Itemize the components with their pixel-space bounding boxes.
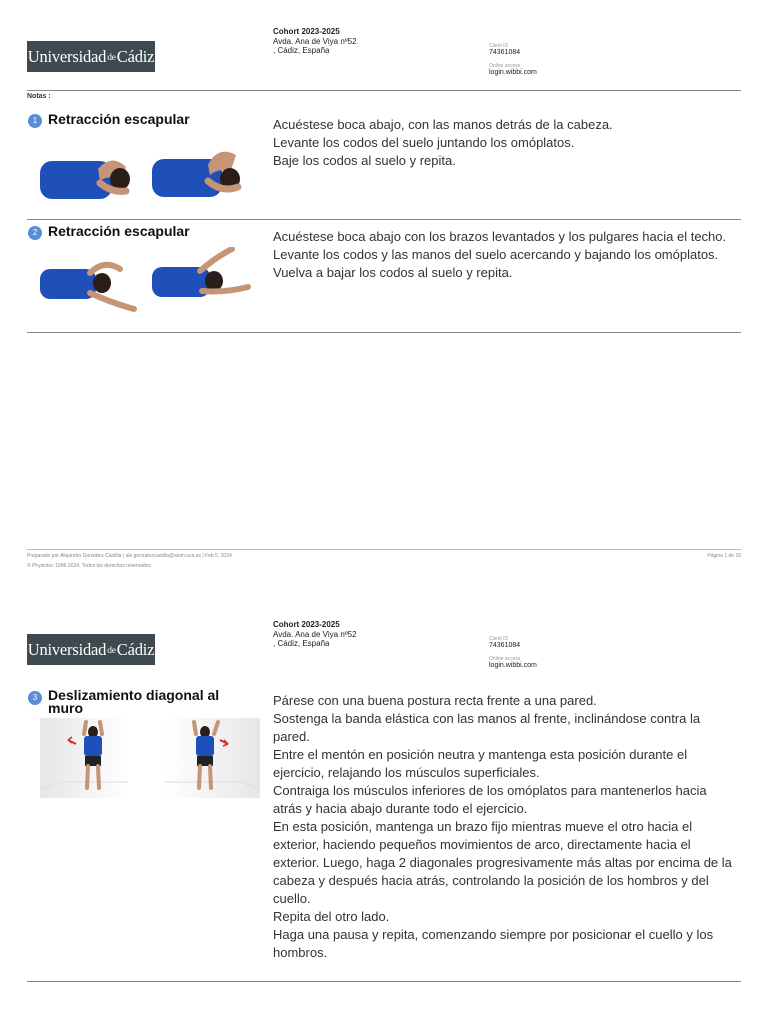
footer-copyright: © Physiotec 1996-2024. Todos los derechos reservados [27,563,151,569]
instruction-line: Haga una pausa y repita, comenzando siempre por posicionar el cuello y los hombros. [273,927,714,960]
exercise-2-frame-2 [152,249,248,297]
instruction-line: Baje los codos al suelo y repita. [273,153,456,168]
instruction-line: Párese con una buena postura recta frente a una pared. [273,693,597,708]
client-info [489,43,537,77]
instruction-line: Acuéstese boca abajo, con las manos detrás de la cabeza. [273,117,613,132]
instruction-line: Contraiga los músculos inferiores de los omóplatos para mantenerlos hacia atrás y hacia abajo durante todo el ejercicio. [273,783,707,816]
exercise-number-badge: 2 [28,226,42,240]
footer-prepared-by: Preparado por Alejandro González Castilla | ale.gonzalezcastilla@alum.uca.es | Feb 5, 2024 [27,553,232,559]
exercise-number-badge: 1 [28,114,42,128]
exercise-instructions [273,692,739,962]
university-logo: Universidad de Cádiz [27,634,155,665]
footer-page-number: Página 1 de 15 [707,553,741,559]
footer-divider [27,549,741,550]
online-url[interactable]: login.wibbi.com [489,662,537,669]
exercise-instructions [273,228,733,282]
exercise-3-illustration [40,718,260,798]
exercise-title: Deslizamiento diagonal al muro [48,687,220,716]
exercise-3-frame-1 [40,718,128,798]
instruction-line: Repita del otro lado. [273,909,390,924]
client-id: 74361084 [489,49,521,56]
instruction-line: Entre el mentón en posición neutra y mantenga esta posición durante el ejercicio, relajando los músculos superficiales. [273,747,688,780]
exercise-instructions [273,116,741,170]
online-access-label: Online access [489,63,521,69]
exercise-divider [27,981,741,982]
instruction-line: Levante los codos y las manos del suelo acercando y bajando los omóplatos. [273,247,719,262]
exercise-1-frame-2 [152,152,240,197]
instruction-line: En esta posición, mantenga un brazo fijo mientras mueve el otro hacia el exterior, haciendo pequeños movimientos de arco, directamente hacia el exterior. Luego, haga 2 diagonales progresivamente más altas por encima de la cabeza y después hacia atrás, controlando la posición de los hombros y del cuello. [273,819,732,906]
address-line1: Avda. Ana de Viya nº52 [273,36,357,46]
clinic-address [273,620,357,649]
client-id: 74361084 [489,642,521,649]
instruction-line: Vuelva a bajar los codos al suelo y repita. [273,265,513,280]
online-url[interactable]: login.wibbi.com [489,69,537,76]
notes-label: Notas : [27,93,51,100]
client-id-label: Client ID [489,636,509,642]
address-line2: , Cádiz, España [273,46,330,55]
exercise-1-frame-1 [40,160,130,199]
exercise-number-badge: 3 [28,691,42,705]
instruction-line: Acuéstese boca abajo con los brazos levantados y los pulgares hacia el techo. [273,229,727,244]
exercise-title: Retracción escapular [48,111,190,127]
org-name: Cohort 2023-2025 [273,27,340,36]
client-info [489,636,537,670]
address-line1: Avda. Ana de Viya nº52 [273,629,357,639]
address-line2: , Cádiz, España [273,639,330,648]
exercise-2-illustration [40,247,260,317]
exercise-divider [27,219,741,220]
online-access-label: Online access [489,656,521,662]
exercise-divider [27,332,741,333]
instruction-line: Sostenga la banda elástica con las manos al frente, inclinándose contra la pared. [273,711,701,744]
exercise-1-illustration [40,143,260,205]
exercise-title: Retracción escapular [48,223,190,239]
client-id-label: Client ID [489,43,509,49]
header-divider [27,90,741,91]
exercise-2-frame-1 [40,265,134,309]
clinic-address [273,27,357,56]
exercise-3-frame-2 [164,718,260,798]
instruction-line: Levante los codos del suelo juntando los omóplatos. [273,135,575,150]
university-logo: Universidad de Cádiz [27,41,155,72]
org-name: Cohort 2023-2025 [273,620,340,629]
